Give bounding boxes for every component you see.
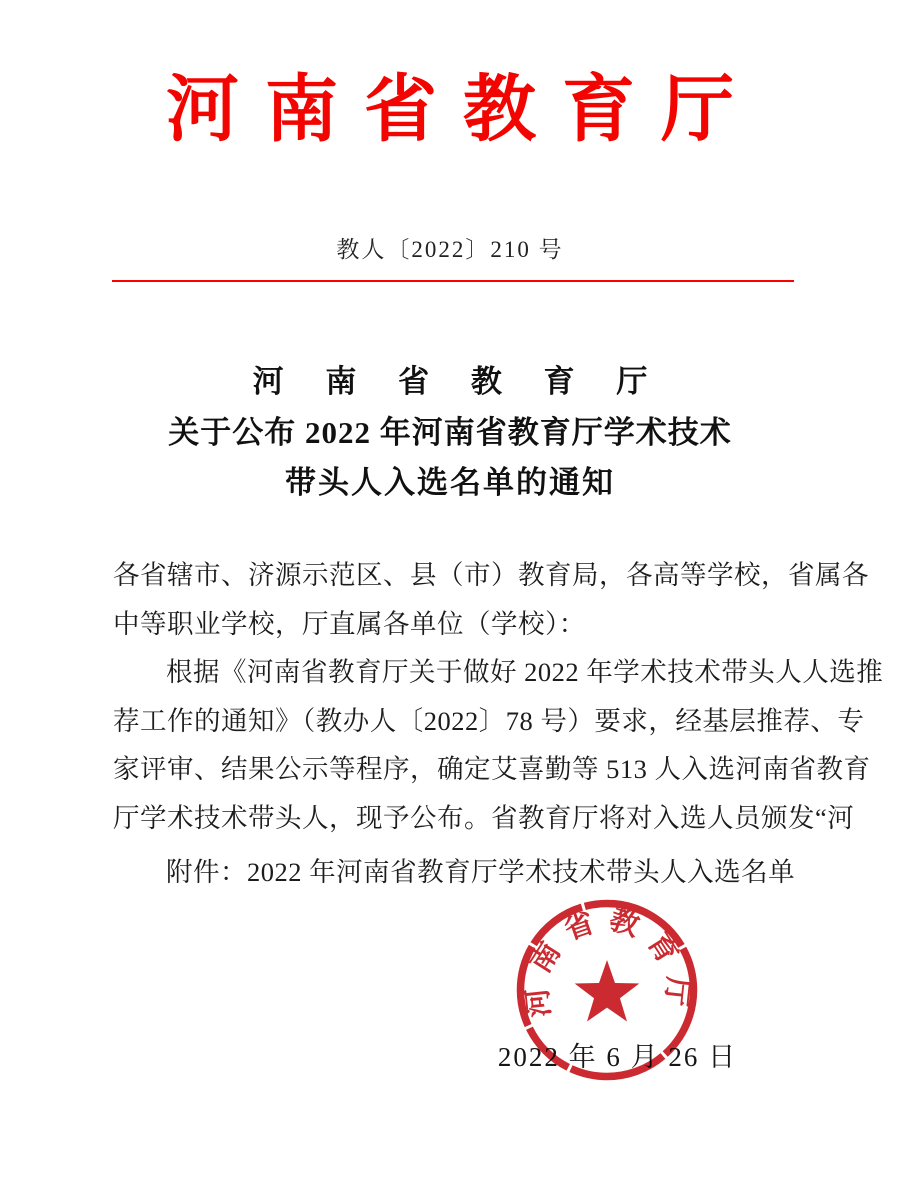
letterhead-org-name: 河南省教育厅	[166, 69, 760, 150]
body-line: 家评审、结果公示等程序，确定艾喜勤等 513 人入选河南省教育	[113, 754, 871, 784]
issue-date: 2022 年 6 月 26 日	[497, 1042, 738, 1072]
recipients-line: 各省辖市、济源示范区、县（市）教育局，各高等学校，省属各	[113, 560, 869, 590]
attachment-line: 附件：2022 年河南省教育厅学术技术带头人入选名单	[166, 857, 796, 887]
red-divider-line	[112, 280, 794, 282]
body-line: 荐工作的通知》（教办人〔2022〕78 号）要求，经基层推荐、专	[113, 705, 865, 736]
document-reference-number: 教人〔2022〕210 号	[336, 237, 564, 262]
recipients-line: 中等职业学校，厅直属各单位（学校）：	[113, 608, 586, 639]
notice-body	[113, 551, 884, 897]
notice-title-line-1: 河 南 省 教 育 厅	[252, 364, 665, 399]
seal-text: 河南省教育厅	[520, 903, 694, 1019]
notice-title-line-3: 带头人入选名单的通知	[285, 465, 615, 500]
official-seal	[503, 886, 711, 1094]
official-seal-graphic	[503, 886, 711, 1094]
body-line: 根据《河南省教育厅关于做好 2022 年学术技术带头人人选推	[166, 657, 884, 687]
notice-title-line-2: 关于公布 2022 年河南省教育厅学术技术	[168, 415, 732, 450]
notice-title	[0, 356, 900, 508]
seal-star-icon	[575, 960, 640, 1022]
body-line: 厅学术技术带头人，现予公布。省教育厅将对入选人员颁发“河	[113, 802, 855, 833]
